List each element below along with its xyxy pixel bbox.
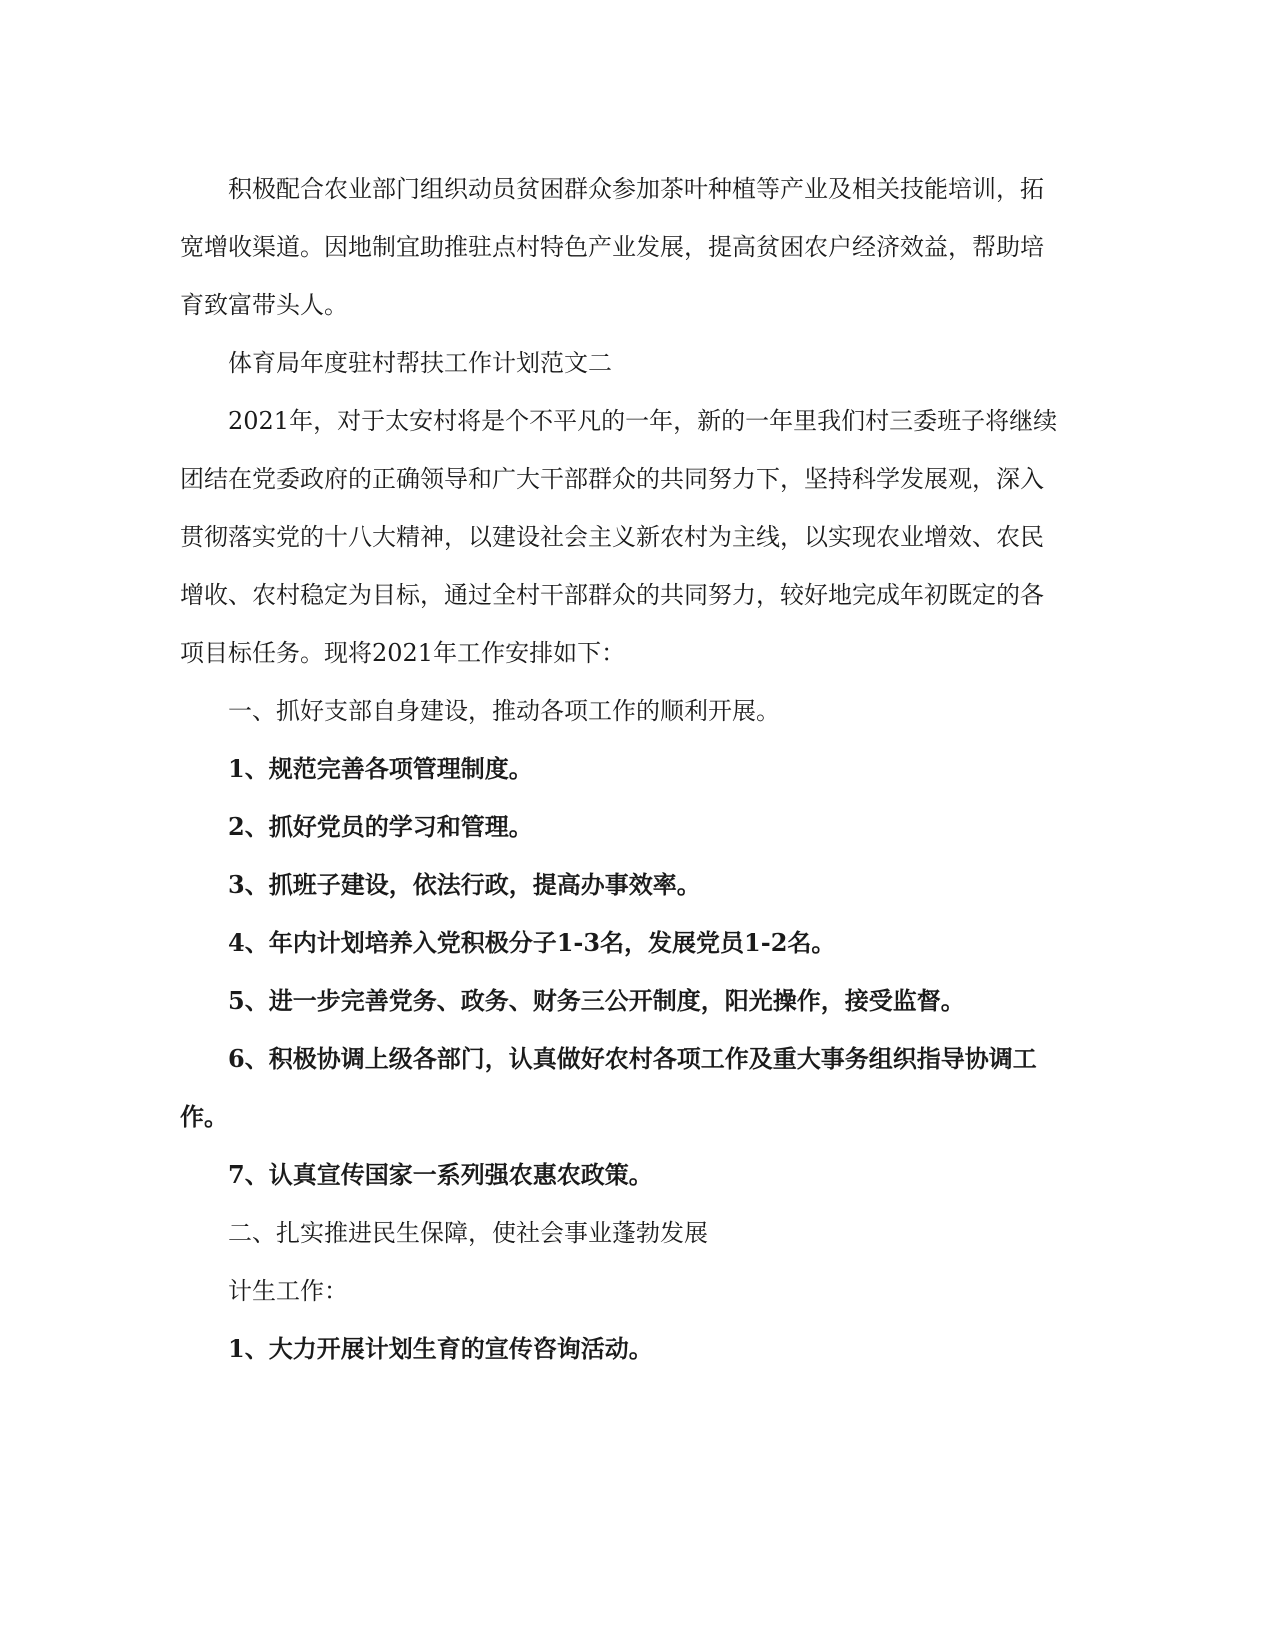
paragraph-line: 宽增收渠道。因地制宜助推驻点村特色产业发展，提高贫困农户经济效益，帮助培 (180, 233, 1044, 261)
paragraph-line: 团结在党委政府的正确领导和广大干部群众的共同努力下，坚持科学发展观，深入 (180, 465, 1044, 493)
section-title: 体育局年度驻村帮扶工作计划范文二 (228, 349, 612, 377)
list-item: 7、认真宣传国家一系列强农惠农政策。 (228, 1160, 653, 1189)
list-item: 4、年内计划培养入党积极分子1-3名，发展党员1-2名。 (228, 928, 836, 957)
list-item-continuation: 作。 (180, 1102, 228, 1131)
subsection-label: 计生工作： (228, 1277, 348, 1305)
paragraph-line: 积极配合农业部门组织动员贫困群众参加茶叶种植等产业及相关技能培训，拓 (228, 175, 1044, 203)
list-item: 3、抓班子建设，依法行政，提高办事效率。 (228, 870, 701, 899)
paragraph-line: 项目标任务。现将2021年工作安排如下： (180, 639, 626, 667)
list-item: 5、进一步完善党务、政务、财务三公开制度，阳光操作，接受监督。 (228, 986, 965, 1015)
list-item: 1、大力开展计划生育的宣传咨询活动。 (228, 1334, 653, 1363)
section-heading: 一、抓好支部自身建设，推动各项工作的顺利开展。 (228, 697, 780, 725)
list-item: 2、抓好党员的学习和管理。 (228, 812, 533, 841)
paragraph-line: 育致富带头人。 (180, 291, 348, 319)
paragraph-line: 2021年，对于太安村将是个不平凡的一年，新的一年里我们村三委班子将继续 (228, 407, 1058, 435)
document-page (180, 160, 1058, 1378)
list-item: 1、规范完善各项管理制度。 (228, 754, 533, 783)
section-heading: 二、扎实推进民生保障，使社会事业蓬勃发展 (228, 1219, 708, 1247)
paragraph-line: 增收、农村稳定为目标，通过全村干部群众的共同努力，较好地完成年初既定的各 (180, 581, 1044, 609)
list-item: 6、积极协调上级各部门，认真做好农村各项工作及重大事务组织指导协调工 (228, 1044, 1037, 1073)
paragraph-line: 贯彻落实党的十八大精神，以建设社会主义新农村为主线，以实现农业增效、农民 (180, 523, 1044, 551)
